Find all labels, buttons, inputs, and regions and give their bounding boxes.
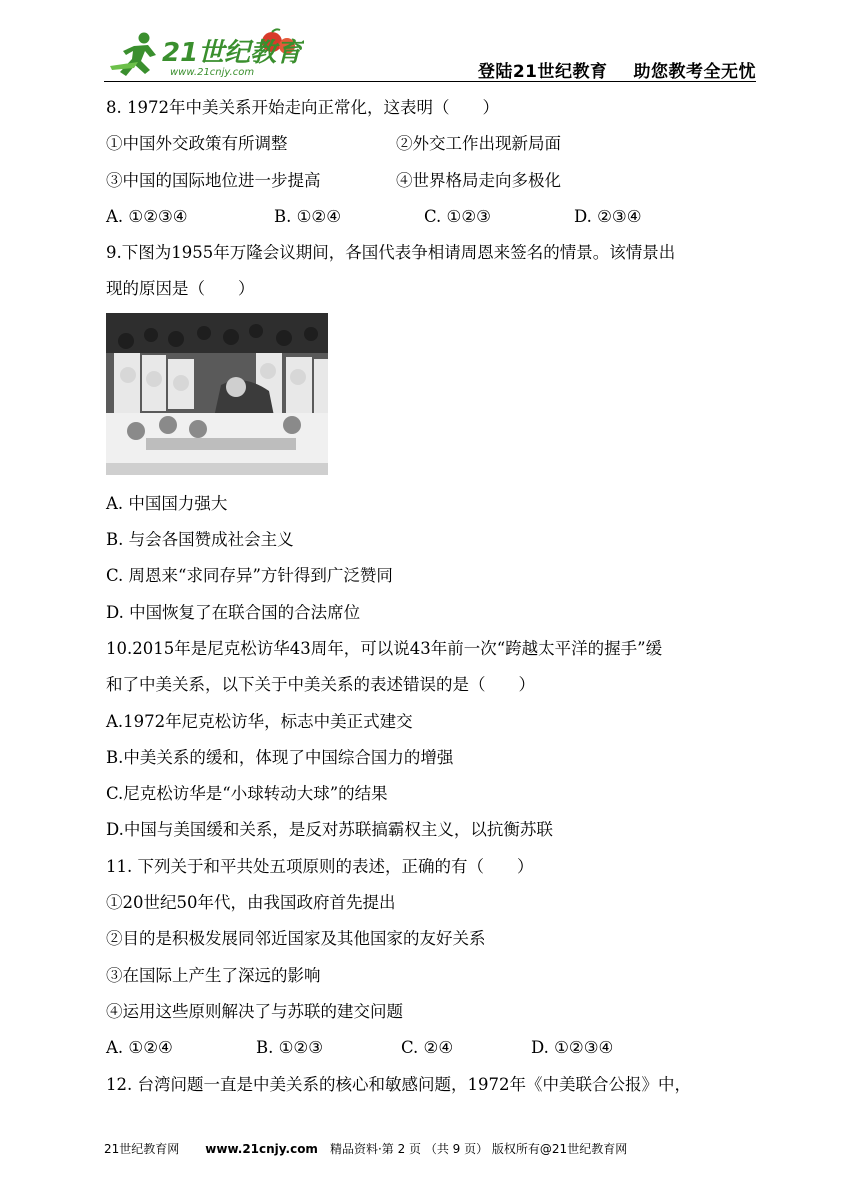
q8-option-c: C. ①②③: [424, 206, 491, 226]
q10-option-a: A.1972年尼克松访华，标志中美正式建交: [106, 711, 413, 731]
q10-option-c: C.尼克松访华是“小球转动大球”的结果: [106, 784, 388, 804]
q11-statement-1: ①20世纪50年代，由我国政府首先提出: [106, 893, 396, 913]
q9-option-a: A. 中国国力强大: [106, 493, 228, 513]
slogan-right: 助您教考全无忧: [633, 62, 756, 82]
q11-options: [106, 1030, 756, 1066]
q9-option-d: D. 中国恢复了在联合国的合法席位: [106, 602, 361, 622]
q8-option-a: A. ①②③④: [106, 206, 188, 226]
q8-statement-3: ③中国的国际地位进一步提高: [106, 170, 321, 190]
q11-statement-3: ③在国际上产生了深远的影响: [106, 965, 321, 985]
q12-stem: 12. 台湾问题一直是中美关系的核心和敏感问题，1972年《中美联合公报》中，: [106, 1074, 691, 1094]
q10-option-d: D.中国与美国缓和关系，是反对苏联搞霸权主义，以抗衡苏联: [106, 820, 553, 840]
slogan-left: 登陆21世纪教育: [477, 62, 608, 82]
header-rule: [104, 81, 756, 82]
q8-stem: 8. 1972年中美关系开始走向正常化，这表明（ ）: [106, 98, 499, 117]
logo: [104, 28, 304, 80]
page-header: [104, 28, 756, 83]
q11-option-b: B. ①②③: [256, 1038, 323, 1058]
q8-options: [106, 199, 756, 235]
q8-option-d: D. ②③④: [574, 206, 642, 226]
q10-stem-line2: 和了中美关系，以下关于中美关系的表述错误的是（ ）: [106, 675, 535, 695]
q9-option-b: B. 与会各国赞成社会主义: [106, 530, 294, 550]
footer-org: 21世纪教育网: [104, 1142, 180, 1156]
page-footer: [104, 1140, 756, 1157]
logo-url: www.21cnjy.com: [170, 67, 255, 78]
bandung-conference-photo: [106, 313, 328, 475]
q9-stem-line2: 现的原因是（ ）: [106, 279, 255, 299]
document-body: [106, 90, 756, 1103]
q9-stem-line1: 9.下图为1955年万隆会议期间，各国代表争相请周恩来签名的情景。该情景出: [106, 243, 676, 263]
q8-statement-4: ④世界格局走向多极化: [396, 170, 561, 190]
q8-option-b: B. ①②④: [274, 206, 341, 226]
footer-page-info: 精品资料·第 2 页 （共 9 页） 版权所有@21世纪教育网: [329, 1142, 628, 1156]
q8-statement-2: ②外交工作出现新局面: [396, 134, 561, 154]
q11-stem: 11. 下列关于和平共处五项原则的表述，正确的有（ ）: [106, 856, 534, 876]
q11-option-d: D. ①②③④: [531, 1038, 614, 1058]
q11-option-c: C. ②④: [401, 1038, 454, 1058]
q8-statement-1: ①中国外交政策有所调整: [106, 134, 288, 154]
q9-option-c: C. 周恩来“求同存异”方针得到广泛赞同: [106, 566, 393, 586]
runner-icon: [110, 33, 156, 77]
q11-statement-2: ②目的是积极发展同邻近国家及其他国家的友好关系: [106, 929, 486, 949]
q8-statements-row2: [106, 163, 756, 199]
header-slogan: [478, 57, 756, 82]
footer-site-link[interactable]: www.21cnjy.com: [205, 1142, 318, 1156]
q11-option-a: A. ①②④: [106, 1038, 173, 1058]
q11-statement-4: ④运用这些原则解决了与苏联的建交问题: [106, 1001, 403, 1021]
q10-stem-line1: 10.2015年是尼克松访华43周年，可以说43年前一次“跨越太平洋的握手”缓: [106, 638, 663, 658]
q10-option-b: B.中美关系的缓和，体现了中国综合国力的增强: [106, 747, 454, 767]
logo-text: 21世纪教育: [162, 38, 303, 68]
q8-statements-row1: [106, 126, 756, 162]
